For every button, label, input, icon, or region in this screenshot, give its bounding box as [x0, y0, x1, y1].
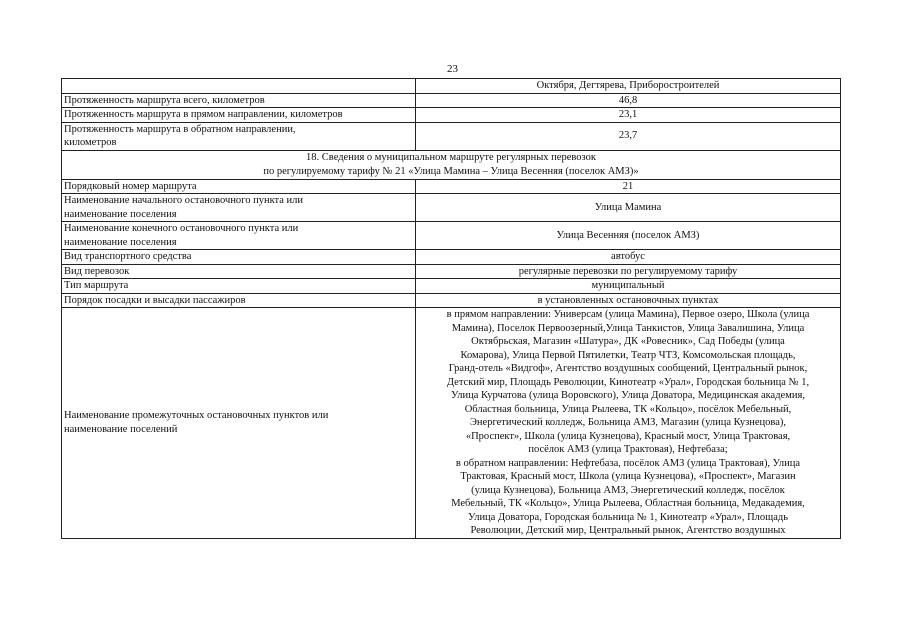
- section-title: [62, 150, 841, 179]
- section-header-row: [62, 150, 841, 179]
- route-type-label: Тип маршрута: [62, 279, 416, 294]
- stops-line: Революции, Детский мир, Центральный рынок, Агентство воздушных: [470, 525, 786, 536]
- stops-line: Октябрьская, Магазин «Шатура», ДК «Ровесник», Сад Победы (улица: [471, 336, 785, 347]
- route-info-table: [61, 78, 841, 539]
- stops-line: Улица Курчатова (улица Воровского), Улица Доватора, Медицинская академия,: [451, 390, 805, 401]
- length-reverse-label-line1: Протяженность маршрута в обратном направлении,: [64, 123, 296, 135]
- stops-line: Областная больница, Улица Рылеева, ТК «Кольцо», посёлок Мебельный,: [464, 403, 792, 415]
- stops-line: (улица Кузнецова), Больница АМЗ, Энергетический колледж, посёлок: [471, 484, 785, 496]
- empty-label-cell: [62, 79, 416, 94]
- table-row: [62, 122, 841, 150]
- stops-line: «Проспект», Школа (улица Кузнецова), Красный мост, Улица Трактовая,: [465, 430, 791, 442]
- start-stop-value: Улица Мамина: [416, 194, 841, 222]
- boarding-label: Порядок посадки и высадки пассажиров: [62, 293, 416, 308]
- stops-line: посёлок АМЗ (улица Трактовая), Нефтебаза;: [528, 444, 728, 455]
- boarding-value: в установленных остановочных пунктах: [416, 293, 841, 308]
- stops-line: Детский мир, Площадь Революции, Кинотеатр «Урал», Городская больница № 1,: [446, 376, 810, 388]
- intermediate-stops-value: [416, 308, 841, 539]
- length-forward-label: Протяженность маршрута в прямом направлении, километров: [62, 108, 416, 123]
- stops-line: в обратном направлении: Нефтебаза, посёлок АМЗ (улица Трактовая), Улица: [455, 457, 801, 469]
- end-stop-label-line1: Наименование конечного остановочного пункта или: [64, 223, 299, 234]
- length-total-label: Протяженность маршрута всего, километров: [62, 93, 416, 108]
- transport-type-value: регулярные перевозки по регулируемому тарифу: [416, 264, 841, 279]
- length-reverse-label-line2: километров: [64, 137, 117, 148]
- length-reverse-value: 23,7: [416, 122, 841, 150]
- route-number-label: Порядковый номер маршрута: [62, 179, 416, 194]
- length-forward-value: 23,1: [416, 108, 841, 123]
- stops-line: в прямом направлении: Универсам (улица Мамина), Первое озеро, Школа (улица: [446, 309, 810, 320]
- intermediate-label-line1: Наименование промежуточных остановочных пунктов или: [64, 410, 329, 422]
- table-row: [62, 108, 841, 123]
- length-total-value: 46,8: [416, 93, 841, 108]
- table-row: [62, 222, 841, 250]
- end-stop-label: [62, 222, 416, 250]
- stops-line: Улица Доватора, Городская больница № 1, Кинотеатр «Урал», Площадь: [467, 511, 789, 523]
- transport-type-label: Вид перевозок: [62, 264, 416, 279]
- table-row: [62, 293, 841, 308]
- end-stop-value: Улица Весенняя (поселок АМЗ): [416, 222, 841, 250]
- stops-line: Энергетический колледж, Больница АМЗ, Магазин (улица Кузнецова),: [470, 417, 786, 428]
- end-stop-label-line2: наименование поселения: [64, 236, 177, 248]
- intermediate-stops-label: [62, 308, 416, 539]
- start-stop-label-line1: Наименование начального остановочного пункта или: [64, 195, 304, 206]
- table-row: [62, 194, 841, 222]
- route-type-value: муниципальный: [416, 279, 841, 294]
- table-row: [62, 179, 841, 194]
- section-title-line2: по регулируемому тарифу № 21 «Улица Мамина – Улица Весенняя (поселок АМЗ)»: [263, 165, 639, 177]
- table-row: [62, 93, 841, 108]
- table-row: [62, 308, 841, 539]
- table-row: [62, 279, 841, 294]
- table-row: [62, 79, 841, 94]
- length-reverse-label: [62, 122, 416, 150]
- continued-value-cell: Октября, Дегтярева, Приборостроителей: [416, 79, 841, 94]
- route-number-value: 21: [416, 179, 841, 194]
- page-number: 23: [447, 63, 458, 75]
- intermediate-label-line2: наименование поселений: [64, 423, 178, 435]
- stops-line: Мебельный, ТК «Кольцо», Улица Рылеева, Областная больница, Медакадемия,: [451, 498, 805, 509]
- table-row: [62, 250, 841, 265]
- vehicle-type-label: Вид транспортного средства: [62, 250, 416, 265]
- section-title-line1: 18. Сведения о муниципальном маршруте регулярных перевозок: [306, 152, 596, 163]
- stops-line: Гранд-отель «Видгоф», Агентство воздушных сообщений, Центральный рынок,: [448, 363, 808, 374]
- vehicle-type-value: автобус: [416, 250, 841, 265]
- start-stop-label-line2: наименование поселения: [64, 208, 177, 220]
- stops-line: Трактовая, Красный мост, Школа (улица Кузнецова), «Проспект», Магазин: [460, 471, 796, 482]
- stops-line: Комарова), Улица Первой Пятилетки, Театр ЧТЗ, Комсомольская площадь,: [460, 349, 796, 361]
- start-stop-label: [62, 194, 416, 222]
- table-row: [62, 264, 841, 279]
- stops-line: Мамина), Поселок Первоозерный,Улица Танкистов, Улица Завалишина, Улица: [451, 322, 805, 334]
